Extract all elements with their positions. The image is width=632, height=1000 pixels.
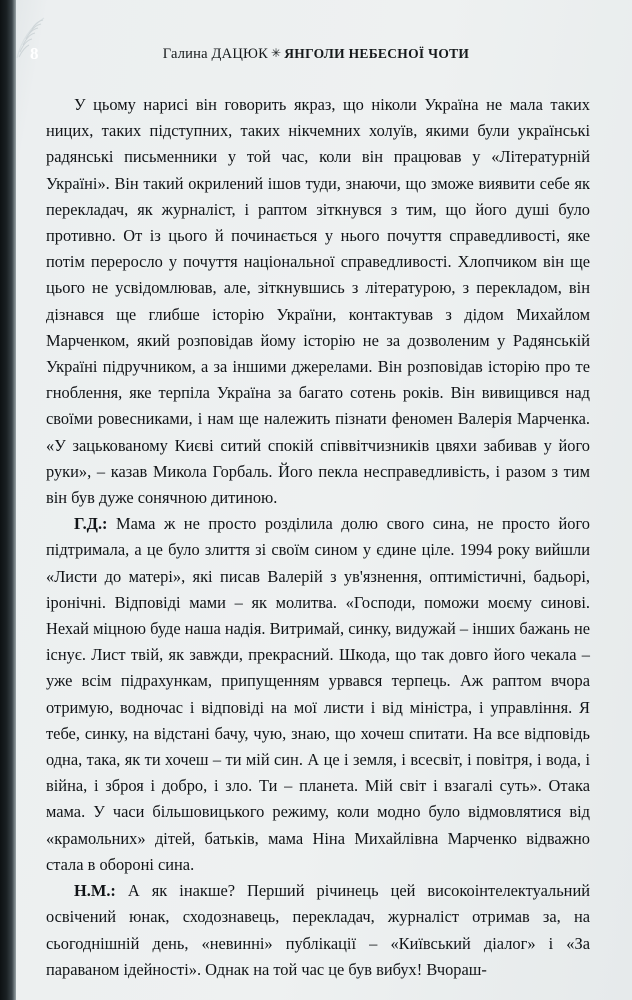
speaker-label-nm: Н.М.:	[74, 881, 116, 901]
paragraph-3	[46, 878, 590, 983]
paragraph-1	[46, 92, 590, 511]
speaker-label-gd: Г.Д.:	[74, 514, 108, 534]
page-spine-shadow	[0, 0, 16, 1000]
asterisk-ornament-icon: ✳	[270, 46, 282, 60]
page-number: 8	[30, 44, 39, 63]
paragraph-1-text: У цьому нарисі він говорить якраз, що ніколи Україна не мала таких ницих, таких підступних, таких нікчемних холуїв, якими були українські радянські письменники у той час, коли він працював у «Літературній Україні». Він такий окрилений ішов туди, знаючи, що зможе виявити себе як перекладач, як журналіст, і раптом зіткнувся з тим, що його душі було противно. От із цього й починається у нього почуття справедливості, яке потім переросло у почуття національної справедливості. Хлопчиком він ще цього не усвідомлював, але, зіткнувшись з літературою, з перекладом, він дізнався ще глибше історію України, контактував з дідом Михайлом Марченком, який розповідав йому історію не за дозволеним у Радянській Україні підручником, а за іншими джерелами. Він розповідав історію про те гноблення, яке терпіла Україна за багато сотень років. Він вивищився над своїми ровесниками, і нам ще належить пізнати феномен Валерія Марченка. «У зацькованому Києві ситий спокій співвітчизників цвяхи забивав у його руки», – казав Микола Горбаль. Його пекла несправедливість, і разом з тим він був дуже сонячною дитиною.	[46, 95, 590, 508]
running-head-title: ЯНГОЛИ НЕБЕСНОЇ ЧОТИ	[284, 46, 470, 61]
running-head-author: Галина ДАЦЮК	[162, 46, 268, 62]
page-header	[0, 44, 632, 72]
paragraph-2-text: Мама ж не просто розділила долю свого сина, не просто його підтримала, а це було злиття зі своїм сином у єдине ціле. 1994 року вийшли «Листи до матері», які писав Валерій з ув'язнення, оптимістичні, бадьорі, іронічні. Відповіді мами – як молитва. «Господи, поможи моєму синові. Нехай міцною буде наша надія. Витримай, синку, видужай – інших бажань не існує. Лист твій, як завжди, прекрасний. Шкода, що так довго його чекала – уже всім підрахункам, припущенням урвався терпець. Аж раптом вчора отримую, водночас і відповіді на мої листи і від міністра, і управління. Я тебе, синку, на відстані бачу, чую, знаю, що хочеш спитати. На все відповідь одна, така, як ти хочеш – ти мій син. А це і земля, і всесвіт, і повітря, і вода, і війна, і зброя і добро, і зло. Ти – планета. Мій світ і взагалі суть». Отака мама. У часи більшовицького режиму, коли модно було відмовлятися від «крамольних» дітей, батьків, мама Ніна Михайлівна Марченко відважно стала в обороні сина.	[46, 514, 590, 874]
paragraph-3-text: А як інакше? Перший річинець цей високоінтелектуальний освічений юнак, сходознавець, перекладач, журналіст отримав за, на сьогоднішній день, «невинні» публікації – «Київський діалог» і «За параваном ідейності». Однак на той час це був вибух! Вчораш-	[46, 881, 590, 979]
paragraph-2	[46, 511, 590, 878]
running-head	[0, 46, 632, 63]
body-text-block	[46, 92, 590, 983]
